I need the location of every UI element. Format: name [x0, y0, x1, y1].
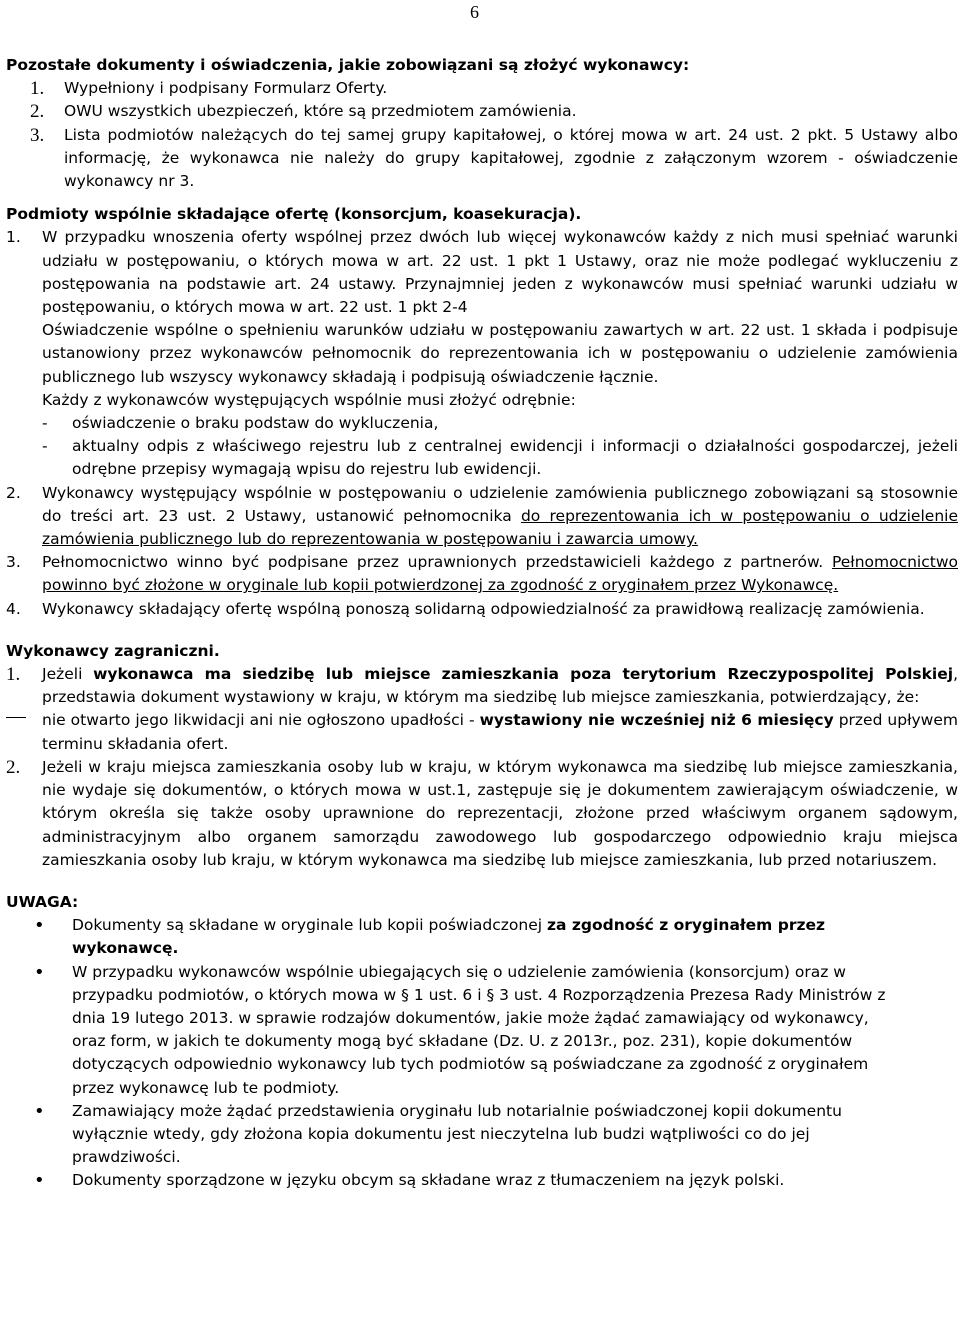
paragraph: Każdy z wykonawców występujących wspólnie musi złożyć odrębnie: [42, 390, 576, 409]
list-item: 1. Jeżeli wykonawca ma siedzibę lub miejsce zamieszkania poza terytorium Rzeczypospolitej Polskiej, przedstawia dokument wystawiony w kraju, w którym ma siedzibę lub miejsce zamieszkania, potwierdzający, że: [6, 663, 958, 709]
list-number: 4. [6, 599, 21, 618]
section-heading-note: UWAGA: [6, 892, 79, 911]
underlined-text: Pełnomocnictwo powinno być złożone w oryginale lub kopii potwierdzonej za zgodność z oryginałem przez Wykonawcę. [42, 553, 958, 595]
list-item: 2. Jeżeli w kraju miejsca zamieszkania osoby lub w kraju, w którym wykonawca ma siedzibę lub miejsce zamieszkania, nie wydaje się dokumentów, o których mowa w ust.1, zastępuje się je dokumentem zawierającym oświadczenie, w którym określa się także osoby uprawnione do reprezentacji, złożone przed właściwym organem sądowym, administracyjnym albo organem samorządu zawodowego lub gospodarczego odpowiednio kraju miejsca zamieszkania osoby lub kraju, w którym wykonawca ma siedzibę lub miejsce zamieszkania, lub przed notariuszem. [6, 756, 958, 872]
paragraph: Oświadczenie wspólne o spełnieniu warunków udziału w postępowaniu zawartych w art. 22 ust. 1 składa i podpisuje ustanowiony przez wykonawców pełnomocnik do reprezentowania ich w postępowaniu o udzielenie zamówienia publicznego lub wszyscy wykonawcy składają i podpisują oświadczenie łącznie. [42, 321, 958, 386]
list-item [6, 124, 958, 194]
bullet-icon: • [34, 1170, 45, 1192]
list-text: Lista podmiotów należących do tej samej grupy kapitałowej, o której mowa w art. 24 ust. 2 pkt. 5 Ustawy albo informację, że wykonawca nie należy do grupy kapitałowej, zgodnie z załączonym wzorem - oświadczenie wykonawcy nr 3. [64, 125, 958, 191]
note-list [6, 914, 958, 1192]
bullet-icon: • [34, 915, 45, 937]
bullet-item: • Dokumenty są składane w oryginale lub kopii poświadczonej za zgodność z oryginałem przez wykonawcę. [6, 914, 958, 960]
long-dash-icon [6, 717, 26, 718]
underlined-text: do reprezentowania ich w postępowaniu o udzielenie zamówienia publicznego lub do reprezentowania w postępowaniu i zawarcia umowy. [42, 506, 958, 549]
list-item: 2. Wykonawcy występujący wspólnie w postępowaniu o udzielenie zamówienia publicznego zobowiązani są stosownie do treści art. 23 ust. 2 Ustawy, ustanowić pełnomocnika do reprezentowania ich w postępowaniu o udzielenie zamówienia publicznego lub do reprezentowania w postępowaniu i zawarcia umowy. [6, 482, 958, 552]
page-number: 6 [470, 2, 479, 22]
list-item [6, 100, 958, 123]
list-number: 1. [30, 78, 45, 100]
list-item [6, 77, 958, 100]
list-item: 3. Pełnomocnictwo winno być podpisane przez uprawnionych przedstawicieli każdego z partnerów. Pełnomocnictwo powinno być złożone w oryginale lub kopii potwierdzonej za zgodność z oryginałem przez Wykonawcę. [6, 551, 958, 597]
list-number: 1. [6, 664, 21, 686]
bullet-item: • W przypadku wykonawców wspólnie ubiegających się o udzielenie zamówienia (konsorcjum) oraz w przypadku podmiotów, o których mowa w § 1 ust. 6 i § 3 ust. 4 Rozporządzenia Prezesa Rady Ministrów z dnia 19 lutego 2013. w sprawie rodzajów dokumentów, jakie może żądać zamawiający od wykonawcy, oraz form, w jakich te dokumenty mogą być składane (Dz. U. z 2013r., poz. 231), kopie dokumentów dotyczących odpowiednio wykonawcy lub tych podmiotów są poświadczane za zgodność z oryginałem przez wykonawcę lub te podmioty. [6, 961, 958, 1100]
list-item [6, 226, 958, 481]
list-text: Wypełniony i podpisany Formularz Oferty. [64, 79, 388, 98]
list-number: 1. [6, 228, 21, 247]
paragraph: W przypadku wnoszenia oferty wspólnej przez dwóch lub więcej wykonawców każdy z nich musi spełniać warunki udziału w postępowaniu, o których mowa w art. 22 ust. 1 pkt 1 Ustawy, oraz nie może podlegać wykluczeniu z postępowania na podstawie art. 24 ustawy. Przynajmniej jeden z wykonawców musi spełniać warunki udziału w postępowaniu, o których mowa w art. 22 ust. 1 pkt 2-4 [42, 228, 958, 317]
bullet-item: • Zamawiający może żądać przedstawienia oryginału lub notarialnie poświadczonej kopii dokumentu wyłącznie wtedy, gdy złożona kopia dokumentu jest nieczytelna lub budzi wątpliwości co do jej prawdziwości. [6, 1100, 958, 1170]
section-heading-foreign: Wykonawcy zagraniczni. [6, 641, 220, 660]
list-number: 3. [30, 124, 45, 146]
foreign-list [6, 663, 958, 872]
section-heading-documents: Pozostałe dokumenty i oświadczenia, jakie zobowiązani są złożyć wykonawcy: [6, 56, 690, 74]
bullet-icon: • [34, 961, 45, 983]
documents-list [6, 77, 958, 193]
bullet-icon: • [34, 1100, 45, 1122]
list-number: 2. [30, 101, 45, 123]
list-number: 2. [6, 756, 21, 778]
list-item: 4. Wykonawcy składający ofertę wspólną ponoszą solidarną odpowiedzialność za prawidłową realizację zamówienia. [6, 598, 958, 621]
document-body [6, 54, 958, 1193]
dash-item: - aktualny odpis z właściwego rejestru lub z centralnej ewidencji i informacji o działalności gospodarczej, jeżeli odrębne przepisy wymagają wpisu do rejestru lub ewidencji. [42, 437, 958, 479]
list-number: 3. [6, 553, 21, 572]
list-item: nie otwarto jego likwidacji ani nie ogłoszono upadłości - wystawiony nie wcześniej niż 6 miesięcy przed upływem terminu składania ofert. [6, 709, 958, 755]
consortium-list [6, 226, 958, 620]
bullet-item: • Dokumenty sporządzone w języku obcym są składane wraz z tłumaczeniem na język polski. [6, 1169, 958, 1192]
dash-item: - oświadczenie o braku podstaw do wykluczenia, [42, 414, 439, 433]
list-number: 2. [6, 483, 21, 502]
list-text: OWU wszystkich ubezpieczeń, które są przedmiotem zamówienia. [64, 102, 577, 121]
section-heading-consortium: Podmioty wspólnie składające ofertę (konsorcjum, koasekuracja). [6, 205, 582, 224]
